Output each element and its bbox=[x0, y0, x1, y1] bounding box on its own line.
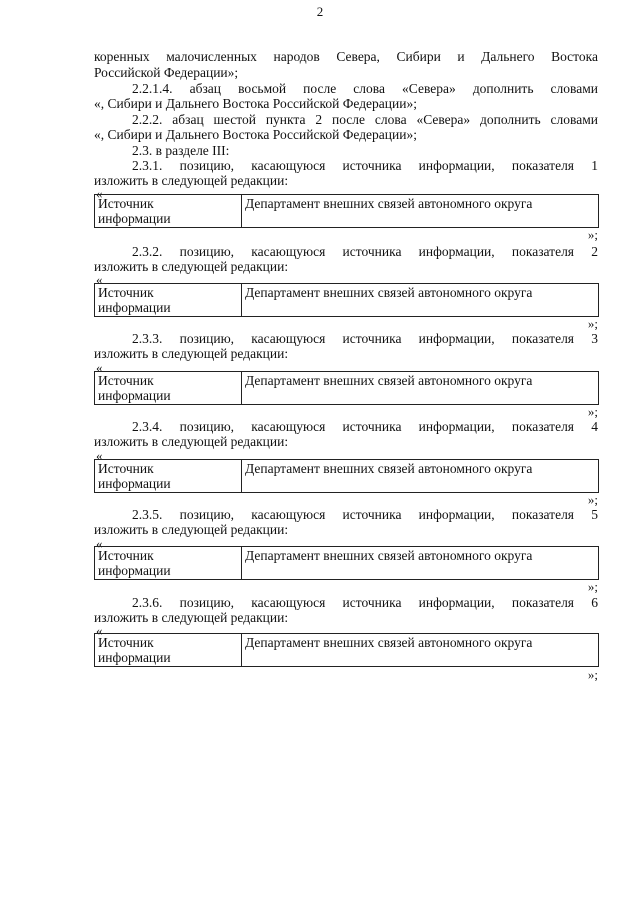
open-quote: « bbox=[96, 272, 103, 287]
source-label: Источник информации bbox=[95, 460, 242, 493]
open-quote: « bbox=[96, 360, 103, 375]
open-quote: « bbox=[96, 536, 103, 551]
amendment-6-line-1: 2.3.6. позицию, касающуюся источника информации, показателя 6 bbox=[132, 595, 598, 610]
table-row bbox=[95, 195, 599, 228]
paragraph-23: 2.3. в разделе III: bbox=[132, 143, 230, 158]
close-quote: »; bbox=[587, 404, 598, 419]
close-quote: »; bbox=[587, 227, 598, 242]
amendment-4-line-1: 2.3.4. позицию, касающуюся источника информации, показателя 4 bbox=[132, 419, 598, 434]
amendment-6-line-2: изложить в следующей редакции: bbox=[94, 610, 289, 625]
close-quote: »; bbox=[587, 579, 598, 594]
source-value: Департамент внешних связей автономного округа bbox=[242, 195, 599, 228]
table-row bbox=[95, 547, 599, 580]
source-table bbox=[94, 546, 599, 580]
amendment-1-line-2: изложить в следующей редакции: bbox=[94, 173, 289, 188]
page-number: 2 bbox=[316, 4, 324, 19]
source-table bbox=[94, 194, 599, 228]
amendment-1-line-1: 2.3.1. позицию, касающуюся источника информации, показателя 1 bbox=[132, 158, 598, 173]
source-value: Департамент внешних связей автономного округа bbox=[242, 547, 599, 580]
close-quote: »; bbox=[587, 667, 598, 682]
source-table bbox=[94, 459, 599, 493]
open-quote: « bbox=[96, 448, 103, 463]
source-table bbox=[94, 633, 599, 667]
amendment-2-line-2: изложить в следующей редакции: bbox=[94, 259, 289, 274]
close-quote: »; bbox=[587, 316, 598, 331]
paragraph-222-line-1: 2.2.2. абзац шестой пункта 2 после слова «Севера» дополнить словами bbox=[132, 112, 598, 127]
source-value: Департамент внешних связей автономного округа bbox=[242, 460, 599, 493]
source-value: Департамент внешних связей автономного округа bbox=[242, 372, 599, 405]
amendment-5-line-1: 2.3.5. позицию, касающуюся источника информации, показателя 5 bbox=[132, 507, 598, 522]
source-label: Источник информации bbox=[95, 547, 242, 580]
source-label: Источник информации bbox=[95, 195, 242, 228]
close-quote: »; bbox=[587, 492, 598, 507]
table-row bbox=[95, 634, 599, 667]
paragraph-2214-line-1: 2.2.1.4. абзац восьмой после слова «Севера» дополнить словами bbox=[132, 81, 598, 96]
intro-line-2: Российской Федерации»; bbox=[94, 65, 239, 80]
source-value: Департамент внешних связей автономного округа bbox=[242, 284, 599, 317]
source-table bbox=[94, 371, 599, 405]
paragraph-2214-line-2: «, Сибири и Дальнего Востока Российской Федерации»; bbox=[94, 96, 417, 111]
open-quote: « bbox=[96, 623, 103, 638]
table-row bbox=[95, 372, 599, 405]
amendment-2-line-1: 2.3.2. позицию, касающуюся источника информации, показателя 2 bbox=[132, 244, 598, 259]
amendment-3-line-1: 2.3.3. позицию, касающуюся источника информации, показателя 3 bbox=[132, 331, 598, 346]
table-row bbox=[95, 284, 599, 317]
open-quote: « bbox=[96, 186, 103, 201]
amendment-5-line-2: изложить в следующей редакции: bbox=[94, 522, 289, 537]
intro-line-1: коренных малочисленных народов Севера, Сибири и Дальнего Востока bbox=[94, 49, 598, 64]
paragraph-222-line-2: «, Сибири и Дальнего Востока Российской Федерации»; bbox=[94, 127, 417, 142]
source-value: Департамент внешних связей автономного округа bbox=[242, 634, 599, 667]
source-label: Источник информации bbox=[95, 372, 242, 405]
table-row bbox=[95, 460, 599, 493]
source-label: Источник информации bbox=[95, 284, 242, 317]
amendment-4-line-2: изложить в следующей редакции: bbox=[94, 434, 289, 449]
source-label: Источник информации bbox=[95, 634, 242, 667]
source-table bbox=[94, 283, 599, 317]
amendment-3-line-2: изложить в следующей редакции: bbox=[94, 346, 289, 361]
